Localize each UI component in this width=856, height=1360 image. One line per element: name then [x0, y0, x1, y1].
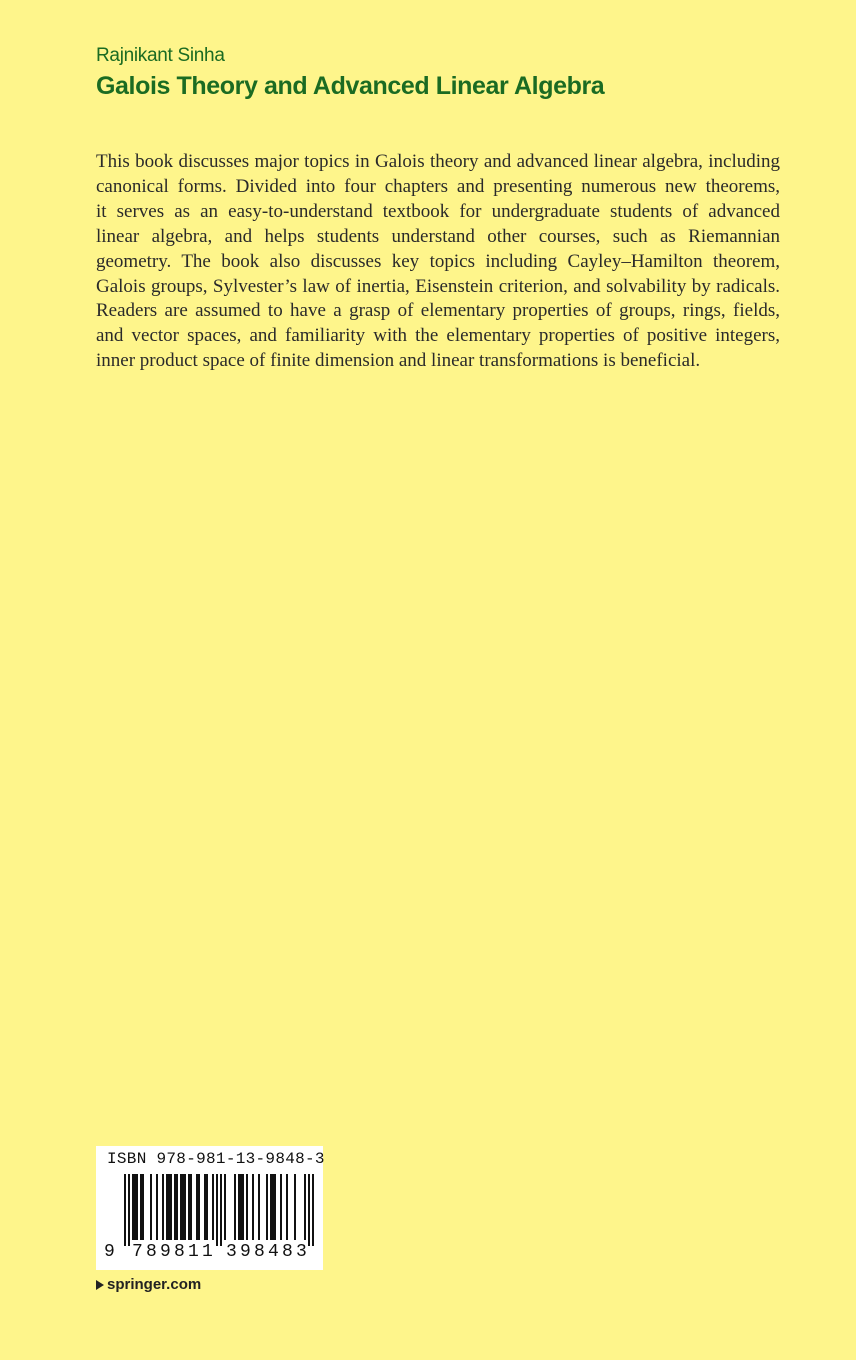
barcode-digit: 1 [188, 1242, 199, 1262]
barcode-bar [168, 1174, 170, 1240]
barcode-bar [246, 1174, 248, 1240]
book-title: Galois Theory and Advanced Linear Algebra [96, 72, 605, 100]
barcode-bar [140, 1174, 142, 1240]
barcode-bar [240, 1174, 242, 1240]
barcode-digit: 8 [174, 1242, 185, 1262]
barcode-bar [274, 1174, 276, 1240]
barcode-bar [304, 1174, 306, 1240]
barcode-digit: 9 [160, 1242, 171, 1262]
barcode-bar [190, 1174, 192, 1240]
description-line: Galois groups, Sylvester’s law of inertia, Eisenstein criterion, and solvability by radicals. [96, 275, 780, 297]
barcode-digit: 8 [146, 1242, 157, 1262]
barcode-bar [162, 1174, 164, 1240]
barcode-bar [132, 1174, 134, 1240]
barcode-bar [170, 1174, 172, 1240]
barcode-bar [294, 1174, 296, 1240]
description-line: geometry. The book also discusses key topics including Cayley–Hamilton theorem, [96, 250, 780, 272]
barcode-bar [188, 1174, 190, 1240]
description-line: Readers are assumed to have a grasp of elementary properties of groups, rings, fields, [96, 300, 780, 322]
barcode-bar [182, 1174, 184, 1240]
barcode-digits [96, 1242, 323, 1268]
barcode-bar [206, 1174, 208, 1240]
publisher-website[interactable] [96, 1276, 201, 1293]
description-line: and vector spaces, and familiarity with the elementary properties of positive integers, [96, 325, 780, 347]
barcode-bar [196, 1174, 198, 1240]
barcode-bar [184, 1174, 186, 1240]
barcode-bar [198, 1174, 200, 1240]
barcode-bar [128, 1174, 130, 1246]
barcode-bar [286, 1174, 288, 1240]
barcode-bar [270, 1174, 272, 1240]
barcode-bar [220, 1174, 222, 1246]
description-line: This book discusses major topics in Galois theory and advanced linear algebra, including [96, 151, 780, 172]
barcode-bar [212, 1174, 214, 1240]
arrow-right-icon [96, 1280, 104, 1290]
barcode-bar [150, 1174, 152, 1240]
description-line: inner product space of finite dimension and linear transformations is beneficial. [96, 350, 701, 372]
barcode-bar [134, 1174, 136, 1240]
publisher-website-label: springer.com [107, 1276, 202, 1293]
barcode-digit: 9 [240, 1242, 251, 1262]
book-description [96, 150, 780, 374]
barcode-bar [174, 1174, 176, 1240]
barcode-digit: 8 [282, 1242, 293, 1262]
description-line: linear algebra, and helps students understand other courses, such as Riemannian [96, 225, 780, 247]
barcode-digit: 3 [296, 1242, 307, 1262]
barcode-bar [180, 1174, 182, 1240]
barcode-bar [252, 1174, 254, 1240]
author-name: Rajnikant Sinha [96, 45, 225, 66]
barcode-digit: 7 [132, 1242, 143, 1262]
barcode-bar [258, 1174, 260, 1240]
barcode-bar [124, 1174, 126, 1246]
barcode-bar [238, 1174, 240, 1240]
barcode-digit: 1 [202, 1242, 213, 1262]
description-line: canonical forms. Divided into four chapters and presenting numerous new theorems, [96, 175, 780, 197]
barcode-bar [156, 1174, 158, 1240]
barcode-bar [216, 1174, 218, 1246]
barcode-bar [266, 1174, 268, 1240]
barcode-bar [234, 1174, 236, 1240]
barcode-bar [142, 1174, 144, 1240]
barcode-digit: 4 [268, 1242, 279, 1262]
barcode-bar [308, 1174, 310, 1246]
barcode-digit: 8 [254, 1242, 265, 1262]
barcode-bar [176, 1174, 178, 1240]
barcode-bar [224, 1174, 226, 1240]
barcode-bar [136, 1174, 138, 1240]
description-line: it serves as an easy-to-understand textbook for undergraduate students of advanced [96, 200, 780, 222]
isbn-label: ISBN 978-981-13-9848-3 [107, 1150, 325, 1168]
barcode-bar [242, 1174, 244, 1240]
barcode-bar [312, 1174, 314, 1246]
barcode-bars [96, 1174, 323, 1246]
barcode-digit: 9 [104, 1242, 115, 1262]
barcode-bar [280, 1174, 282, 1240]
isbn-barcode [96, 1146, 323, 1270]
barcode-digit: 3 [226, 1242, 237, 1262]
barcode-bar [166, 1174, 168, 1240]
barcode-bar [204, 1174, 206, 1240]
barcode-bar [272, 1174, 274, 1240]
